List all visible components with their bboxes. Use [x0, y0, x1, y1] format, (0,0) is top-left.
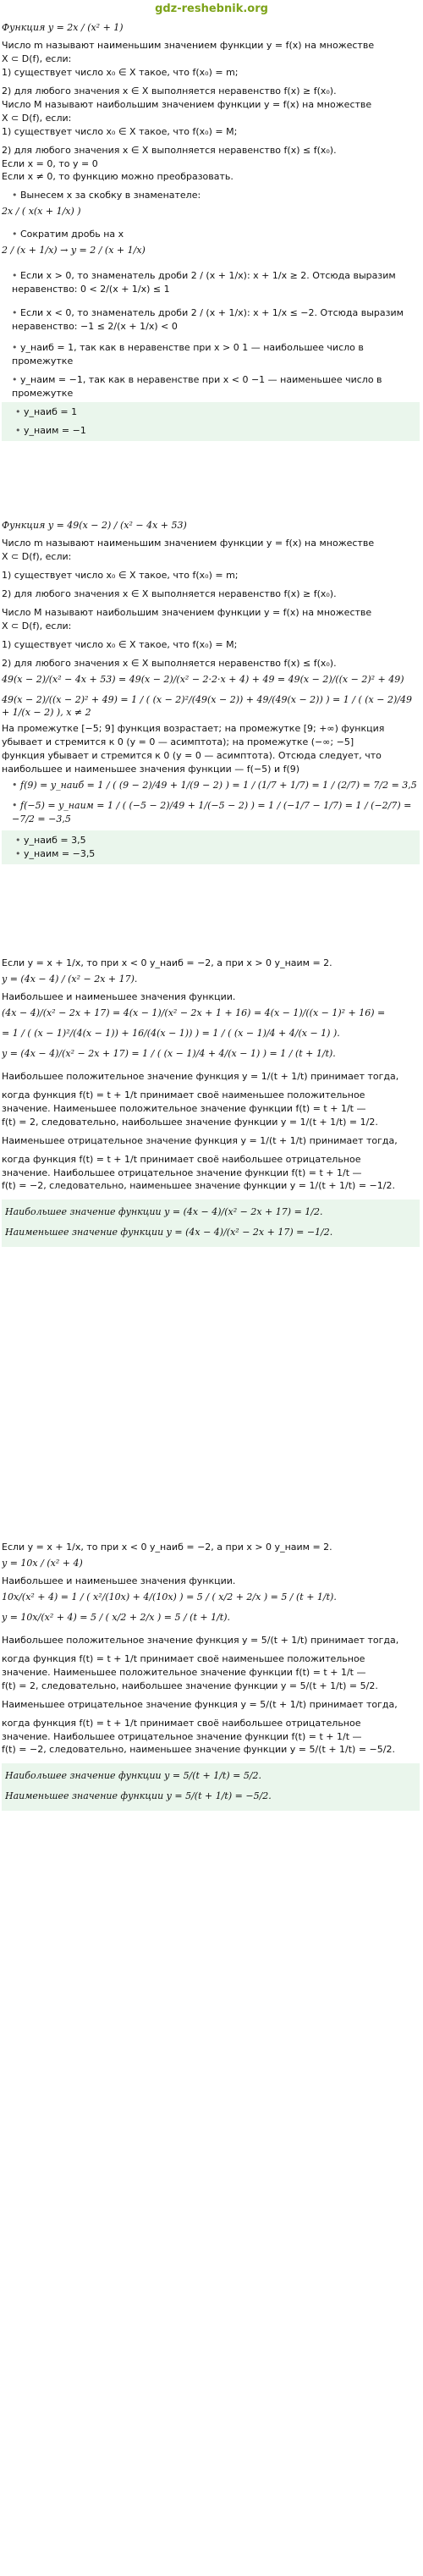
- site-header: [0, 0, 423, 19]
- part1-line: X ⊂ D(f), если:: [2, 52, 72, 64]
- answer-max: • y_наиб = 1: [5, 405, 416, 419]
- part4-formula: y = 10x / (x² + 4): [2, 1557, 83, 1569]
- part-4: [2, 1541, 420, 2049]
- part4-formula: y = 10x/(x² + 4) = 5 / ( x/2 + 2/x ) = 5 / (t + 1/t).: [2, 1611, 230, 1623]
- part2-text: наибольшее и наименьшее значения функции — f(−5) и f(9): [2, 764, 300, 775]
- part4-line: значение. Наименьшее положительное значение функции f(t) = t + 1/t —: [2, 1666, 366, 1678]
- part4-line: значение. Наибольшее отрицательное значение функции f(t) = t + 1/t —: [2, 1730, 362, 1742]
- part1-answer: [2, 402, 420, 441]
- part4-line: f(t) = 2, следовательно, наибольшее значение функции y = 5/(t + 1/t) = 5/2.: [2, 1680, 378, 1691]
- part3-line: Наибольшее и наименьшее значения функции.: [2, 990, 236, 1002]
- part3-line: Наибольшее положительное значение функция y = 1/(t + 1/t) принимает тогда,: [2, 1070, 399, 1082]
- part4-formula: 10x/(x² + 4) = 1 / ( x²/(10x) + 4/(10x) ) = 5 / ( x/2 + 2/x ) = 5 / (t + 1/t).: [2, 1591, 337, 1602]
- part1-line: Если x = 0, то y = 0: [2, 157, 98, 169]
- part3-line: значение. Наибольшее отрицательное значение функции f(t) = t + 1/t —: [2, 1167, 362, 1178]
- part3-formula: (4x − 4)/(x² − 2x + 17) = 4(x − 1)/(x² − 2x + 1 + 16) = 4(x − 1)/((x − 1)² + 16) =: [2, 1007, 386, 1018]
- part3-formula: y = (4x − 4)/(x² − 2x + 17) = 1 / ( (x − 1)/4 + 4/(x − 1) ) = 1 / (t + 1/t).: [2, 1047, 336, 1059]
- part1-line: X ⊂ D(f), если:: [2, 112, 72, 124]
- part4-line: Наибольшее положительное значение функция y = 5/(t + 1/t) принимает тогда,: [2, 1634, 399, 1646]
- part4-line: f(t) = −2, следовательно, наименьшее значение функции y = 5/(t + 1/t) = −5/2.: [2, 1744, 395, 1756]
- part1-line: 1) существует число x₀ ∈ X такое, что f(x₀) = m;: [2, 66, 239, 78]
- part1-step: • y_наиб = 1, так как в неравенстве при x > 0 1 — наибольшее число в промежутке: [2, 341, 420, 368]
- part1-line: Функция y = 2x / (x² + 1): [2, 22, 124, 33]
- part2-calc: • f(9) = y_наиб = 1 / ( (9 − 2)/49 + 1/(9 − 2) ) = 1 / (1/7 + 1/7) = 1 / (2/7) = 7/2 = 3,5: [2, 776, 420, 797]
- part1-line: Число m называют наименьшим значением функции y = f(x) на множестве: [2, 40, 375, 51]
- part3-line: f(t) = 2, следовательно, наибольшее значение функции y = 1/(t + 1/t) = 1/2.: [2, 1116, 378, 1128]
- part1-formula: 2x / ( x(x + 1/x) ): [2, 206, 81, 218]
- part1-line: Если x ≠ 0, то функцию можно преобразовать.: [2, 171, 233, 183]
- part1-line: 2) для любого значения x ∈ X выполняется неравенство f(x) ≤ f(x₀).: [2, 144, 337, 156]
- part4-line: когда функция f(t) = t + 1/t принимает своё наименьшее положительное: [2, 1652, 365, 1664]
- part1-line: 2) для любого значения x ∈ X выполняется неравенство f(x) ≥ f(x₀).: [2, 85, 337, 97]
- part2-line: Число M называют наибольшим значением функции y = f(x) на множестве: [2, 606, 372, 618]
- part4-answer: [2, 1763, 420, 1811]
- part2-text: убывает и стремится к 0 (y = 0 — асимптота); на промежутке (−∞; −5]: [2, 736, 354, 748]
- part3-answer: [2, 1200, 420, 1247]
- part2-line: 1) существует число x₀ ∈ X такое, что f(x₀) = M;: [2, 638, 238, 650]
- part1-step: • Если x > 0, то знаменатель дроби 2 / (x + 1/x): x + 1/x ≥ 2. Отсюда выразим неравенство: 0 < 2/(x + 1/x) ≤ 1: [2, 267, 420, 299]
- part2-answer: [2, 830, 420, 864]
- answer-min: Наименьшее значение функции y = 5/(t + 1/t) = −5/2.: [5, 1790, 272, 1802]
- part2-line: 1) существует число x₀ ∈ X такое, что f(x₀) = m;: [2, 569, 239, 581]
- part3-line: Если y = x + 1/x, то при x < 0 y_наиб = −2, а при x > 0 y_наим = 2.: [2, 957, 332, 968]
- part3-line: значение. Наименьшее положительное значение функции f(t) = t + 1/t —: [2, 1102, 366, 1114]
- solution-content: [0, 19, 423, 2049]
- part1-step: • Сократим дробь на x: [2, 228, 420, 241]
- part-2: [2, 516, 420, 957]
- part-3: [2, 957, 420, 1541]
- part4-line: Если y = x + 1/x, то при x < 0 y_наиб = −2, а при x > 0 y_наим = 2.: [2, 1542, 332, 1553]
- part2-line: 2) для любого значения x ∈ X выполняется неравенство f(x) ≥ f(x₀).: [2, 587, 337, 599]
- answer-max: Наибольшее значение функции y = 5/(t + 1/t) = 5/2.: [5, 1770, 262, 1782]
- part2-text: На промежутке [−5; 9] функция возрастает; на промежутке [9; +∞) функция: [2, 723, 385, 735]
- part2-line: X ⊂ D(f), если:: [2, 620, 72, 632]
- part4-line: Наименьшее отрицательное значение функция y = 5/(t + 1/t) принимает тогда,: [2, 1698, 398, 1710]
- part3-line: когда функция f(t) = t + 1/t принимает своё наибольшее отрицательное: [2, 1153, 361, 1165]
- answer-max: Наибольшее значение функции y = (4x − 4)/(x² − 2x + 17) = 1/2.: [5, 1206, 323, 1218]
- part3-formula: = 1 / ( (x − 1)²/(4(x − 1)) + 16/(4(x − 1)) ) = 1 / ( (x − 1)/4 + 4/(x − 1) ).: [2, 1027, 340, 1039]
- part2-formula: 49(x − 2)/((x − 2)² + 49) = 1 / ( (x − 2)²/(49(x − 2)) + 49/(49(x − 2)) ) = 1 / ( (x − 2)/49 + 1/(x − 2) ), x ≠ 2: [2, 693, 412, 719]
- site-watermark: gdz-reshebnik.org: [155, 3, 268, 15]
- part3-formula: y = (4x − 4) / (x² − 2x + 17).: [2, 973, 138, 985]
- part2-line: Число m называют наименьшим значением функции y = f(x) на множестве: [2, 538, 375, 549]
- part1-step: • Если x < 0, то знаменатель дроби 2 / (x + 1/x): x + 1/x ≤ −2. Отсюда выразим неравенство: −1 ≤ 2/(x + 1/x) < 0: [2, 304, 420, 336]
- part1-step: • y_наим = −1, так как в неравенстве при x < 0 −1 — наименьшее число в промежутке: [2, 373, 420, 400]
- part2-formula: 49(x − 2)/(x² − 4x + 53) = 49(x − 2)/(x² − 2·2·x + 4) + 49 = 49(x − 2)/((x − 2)² + 49): [2, 673, 404, 685]
- part4-line: когда функция f(t) = t + 1/t принимает своё наибольшее отрицательное: [2, 1717, 361, 1729]
- part3-line: Наименьшее отрицательное значение функция y = 1/(t + 1/t) принимает тогда,: [2, 1134, 398, 1146]
- part-1: [2, 19, 420, 516]
- answer-min: • y_наим = −3,5: [5, 847, 416, 861]
- part1-step: • Вынесем x за скобку в знаменателе:: [2, 189, 420, 202]
- part1-formula: 2 / (x + 1/x) → y = 2 / (x + 1/x): [2, 245, 146, 256]
- answer-max: • y_наиб = 3,5: [5, 834, 416, 847]
- part3-line: f(t) = −2, следовательно, наименьшее значение функции y = 1/(t + 1/t) = −1/2.: [2, 1180, 395, 1192]
- answer-min: Наименьшее значение функции y = (4x − 4)/(x² − 2x + 17) = −1/2.: [5, 1227, 333, 1238]
- part2-line: 2) для любого значения x ∈ X выполняется неравенство f(x) ≤ f(x₀).: [2, 657, 337, 669]
- part4-line: Наибольшее и наименьшее значения функции.: [2, 1575, 236, 1586]
- part2-line: Функция y = 49(x − 2) / (x² − 4x + 53): [2, 520, 187, 531]
- part3-line: когда функция f(t) = t + 1/t принимает своё наименьшее положительное: [2, 1089, 365, 1100]
- answer-min: • y_наим = −1: [5, 424, 416, 438]
- part2-line: X ⊂ D(f), если:: [2, 550, 72, 562]
- part1-line: Число M называют наибольшим значением функции y = f(x) на множестве: [2, 98, 372, 110]
- part1-line: 1) существует число x₀ ∈ X такое, что f(x₀) = M;: [2, 125, 238, 137]
- part2-text: функция убывает и стремится к 0 (y = 0 — асимптота). Отсюда следует, что: [2, 750, 382, 762]
- part2-calc: • f(−5) = y_наим = 1 / ( (−5 − 2)/49 + 1/(−5 − 2) ) = 1 / (−1/7 − 1/7) = 1 / (−2/7) = −7/2 = −3,5: [2, 797, 420, 829]
